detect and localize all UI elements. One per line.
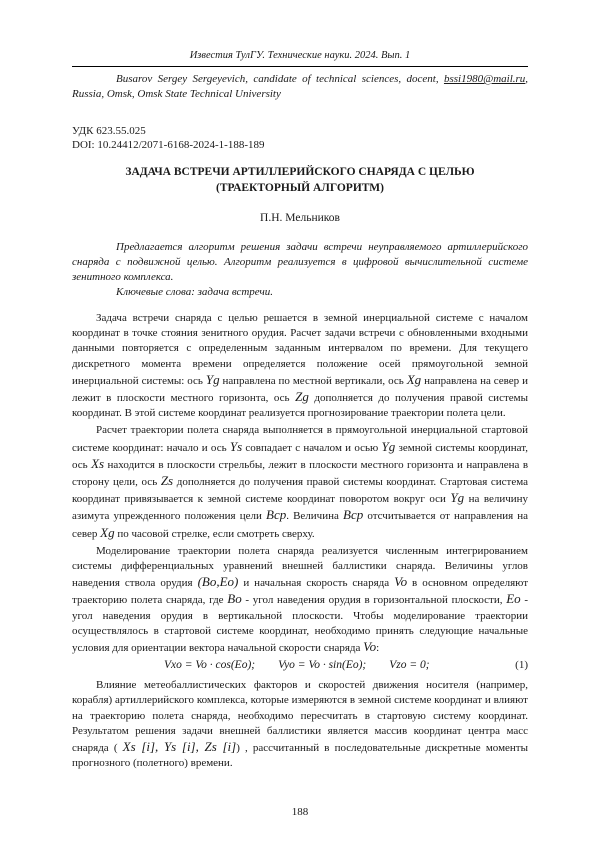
math-var: (Bo,Eo) — [197, 574, 239, 590]
text-run: по часовой стрелке, если смотреть сверху. — [117, 527, 315, 540]
text-run: Моделирование траектории полета снаряда реализуется численным интегрированием системы дифференциальных уравнений внешней баллистики снаряда. Величины углов наведения ствола орудия — [72, 544, 528, 590]
equation-1 — [72, 658, 528, 676]
author-email-link[interactable]: bssi1980@mail.ru — [443, 73, 526, 85]
math-var: Xg — [406, 371, 422, 387]
math-var: Bcp — [343, 507, 364, 523]
doi-code: DOI: 10.24412/2071-6168-2024-1-188-189 — [72, 139, 265, 151]
text-run: направлена на север и лежит в плоскости местного горизонта, ось — [72, 374, 528, 405]
text-run: земной системы координат, ось — [72, 441, 529, 471]
header-rule — [72, 66, 528, 67]
math-var: Xs — [91, 455, 105, 471]
text-run: Задача встречи снаряда с целью решается в земной инерциальной системе с началом координат в точке стояния зенитного орудия. Расчет задачи встречи с обновленными входными данными повторяется с определенным заданным интервалом по времени. Для текущего дискретного момента времени определяется положение осей прямоугольной земной инерциальной системы: ось — [72, 312, 528, 387]
text-run: находится в плоскости стрельбы, лежит в плоскости местного горизонта и направлена в сторону цели, ось — [72, 458, 529, 489]
math-var: Bo — [227, 591, 242, 607]
equation-number: (1) — [515, 659, 528, 672]
author-name-en: Busarov Sergey Sergeyevich, — [116, 73, 248, 85]
math-var: Xs [i], Ys [i], Zs [i] — [122, 739, 237, 755]
text-run: дополняется до получения правой системы координат. В этой системе координат реализуется прогнозирование траектории полета цели. — [72, 392, 528, 420]
udk-code: УДК 623.55.025 — [72, 125, 146, 137]
text-run: Расчет траектории полета снаряда выполняется в прямоугольной инерциальной стартовой системе координат: начало и ось — [72, 424, 528, 454]
math-var: Vo — [363, 639, 377, 655]
math-var: Yg — [205, 371, 220, 387]
title-line-1: ЗАДАЧА ВСТРЕЧИ АРТИЛЛЕРИЙСКОГО СНАРЯДА С ЦЕЛЬЮ — [125, 166, 475, 178]
text-run: отсчитывается от направления на север — [72, 510, 529, 540]
author-name: П.Н. Мельников — [260, 212, 340, 224]
body-text — [72, 311, 528, 773]
keywords-text: Ключевые слова: задача встречи. — [116, 286, 274, 298]
text-run: в основном определяют траекторию полета снаряда, где — [72, 577, 529, 607]
title-line-2: (ТРАЕКТОРНЫЙ АЛГОРИТМ) — [216, 182, 384, 194]
author-location-en: , Russia, Omsk, Omsk State Technical University — [72, 73, 529, 100]
text-run: : — [376, 642, 380, 655]
math-var: Bcp — [266, 507, 287, 523]
equation-text: Vxo = Vo · cos(Eo); Vyo = Vo · sin(Eo); Vzo = 0; — [164, 659, 430, 672]
identifiers — [72, 124, 264, 152]
paragraph-3 — [72, 544, 528, 656]
text-run: дополняется до получения правой системы координат. Стартовая система координат привязывается к земной системе координат поворотом вокруг оси — [72, 476, 529, 506]
math-var: Ys — [229, 438, 243, 454]
math-var: Yg — [381, 438, 396, 454]
paragraph-4 — [72, 678, 528, 771]
math-var: Zg — [295, 389, 309, 405]
abstract-block — [72, 240, 528, 300]
page-number: 188 — [291, 806, 309, 818]
author-english-block — [72, 72, 528, 102]
text-run: и начальная скорость снаряда — [243, 577, 390, 590]
abstract-text: Предлагается алгоритм решения задачи встречи неуправляемого артиллерийского снаряда с подвижной целью. Алгоритм реализуется в цифровой вычислительной системе зенитного комплекса. — [72, 241, 528, 283]
text-run: на величину азимута упрежденного положения цели — [72, 493, 529, 523]
text-run: ) , рассчитанный в последовательные дискретные моменты прогнозного (полетного) времени. — [72, 742, 529, 770]
text-run: Влияние метеобаллистических факторов и скоростей движения носителя (например, корабля) артиллерийского комплекса, которые измеряются в земной системе координат и влияют на траекторию полета снаряда, необходимо пересчитать в стартовую систему координат. Результатом решения задачи внешней баллистики является массив координат центра масс снаряда ( — [72, 679, 528, 755]
math-var: Eo — [506, 591, 521, 607]
math-var: Xg — [100, 524, 115, 540]
text-run: - угол наведения орудия в горизонтальной плоскости, — [245, 594, 503, 607]
math-var: Yg — [450, 490, 465, 506]
paragraph-1 — [72, 311, 528, 421]
text-run: . Величина — [286, 510, 339, 523]
paragraph-2 — [72, 423, 528, 541]
author-degree-en: candidate of technical sciences, docent, — [253, 73, 439, 85]
text-run: направлена по местной вертикали, ось — [222, 374, 404, 387]
math-var: Zs — [160, 473, 174, 489]
paper-title — [72, 164, 528, 196]
text-run: совпадает с началом и осью — [245, 441, 379, 454]
running-header: Известия ТулГУ. Технические науки. 2024. Вып. 1 — [189, 50, 411, 61]
math-var: Vo — [394, 574, 408, 590]
text-run: - угол наведения орудия в вертикальной плоскости. Чтобы моделирование траектории осуществлялось в стартовой системе координат, необходимо принять следующие начальные условия для ориентации вектора начальной скорости снаряда — [72, 594, 529, 655]
